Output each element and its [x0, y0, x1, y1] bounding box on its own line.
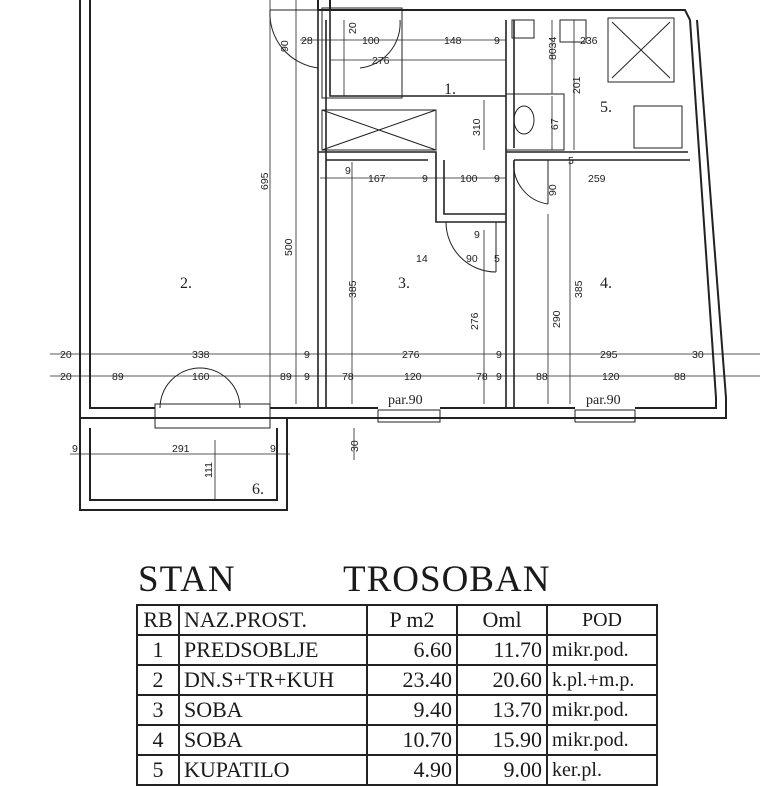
- table-row: [137, 755, 657, 785]
- dim-b-88a: 88: [536, 371, 548, 383]
- dim-b-9: 9: [304, 371, 310, 383]
- cell-rb: 2: [137, 665, 179, 695]
- dim-mid-14: 14: [416, 253, 428, 265]
- dim-b-89b: 89: [280, 371, 292, 383]
- dim-top-236: 236: [580, 35, 598, 47]
- dim-top-90: 90: [279, 40, 291, 52]
- apartment-title: [138, 560, 658, 600]
- dim-top-9: 9: [494, 35, 500, 47]
- col-header-pod: POD: [547, 605, 657, 635]
- cell-rb: 3: [137, 695, 179, 725]
- col-header-area: P m2: [367, 605, 457, 635]
- table-row: [137, 635, 657, 665]
- cell-area: 23.40: [367, 665, 457, 695]
- dim-mid-90: 90: [547, 184, 559, 196]
- room-5-label: 5.: [600, 99, 612, 116]
- dim-b-88b: 88: [674, 371, 686, 383]
- dim-top-20: 20: [347, 22, 359, 34]
- cell-pod: mikr.pod.: [547, 725, 657, 755]
- cell-oml: 15.90: [457, 725, 547, 755]
- dim-v-290: 290: [551, 310, 563, 328]
- cell-name: SOBA: [179, 725, 367, 755]
- dim-a-338: 338: [192, 349, 210, 361]
- dim-v-111: 111: [203, 462, 215, 478]
- cell-area: 9.40: [367, 695, 457, 725]
- cell-area: 6.60: [367, 635, 457, 665]
- dim-v-276: 276: [469, 312, 481, 330]
- cell-area: 4.90: [367, 755, 457, 785]
- dim-mid-100: 100: [460, 173, 478, 185]
- cell-pod: mikr.pod.: [547, 635, 657, 665]
- cell-oml: 9.00: [457, 755, 547, 785]
- dim-mid-90b: 90: [466, 253, 478, 265]
- dim-balcony-9a: 9: [72, 443, 78, 455]
- dim-a-30: 30: [692, 349, 704, 361]
- room-3-label: 3.: [398, 275, 410, 292]
- dim-a-9a: 9: [304, 349, 310, 361]
- col-header-rb: RB: [137, 605, 179, 635]
- dim-top-28: 28: [301, 35, 313, 47]
- dim-b-20: 20: [60, 371, 72, 383]
- dim-b-9b: 9: [496, 371, 502, 383]
- title-stan: STAN: [138, 559, 236, 600]
- dim-v-385-left: 385: [347, 280, 359, 298]
- room-1-label: 1.: [444, 81, 456, 98]
- cell-pod: k.pl.+m.p.: [547, 665, 657, 695]
- dimension-lines: [50, 0, 760, 500]
- cell-name: KUPATILO: [179, 755, 367, 785]
- dim-balcony-9b: 9: [270, 443, 276, 455]
- dim-a-20: 20: [60, 349, 72, 361]
- dim-v-310: 310: [471, 118, 483, 136]
- dim-top-8034: 8034: [547, 36, 559, 60]
- dim-top-100: 100: [362, 35, 380, 47]
- cell-name: PREDSOBLJE: [179, 635, 367, 665]
- dim-top-276: 276: [372, 55, 390, 67]
- dim-b-78b: 78: [476, 371, 488, 383]
- dim-top-148: 148: [444, 35, 462, 47]
- cell-rb: 4: [137, 725, 179, 755]
- table-row: [137, 695, 657, 725]
- cell-rb: 5: [137, 755, 179, 785]
- dim-b-120b: 120: [602, 371, 620, 383]
- dim-a-9b: 9: [496, 349, 502, 361]
- title-trosoban: TROSOBAN: [343, 559, 551, 600]
- door-swings: [155, 10, 635, 428]
- room-4-label: 4.: [600, 275, 612, 292]
- dim-b-120a: 120: [404, 371, 422, 383]
- table-row: [137, 725, 657, 755]
- dim-mid-5b: 5: [494, 253, 500, 265]
- room-6-label: 6.: [252, 481, 264, 498]
- window-label-right: par.90: [586, 393, 621, 408]
- dim-mid-5: 5: [568, 155, 574, 167]
- dim-mid-9a: 9: [345, 165, 351, 177]
- table-row: [137, 665, 657, 695]
- room-2-label: 2.: [180, 275, 192, 292]
- dim-mid-167: 167: [368, 173, 386, 185]
- dim-a-276: 276: [402, 349, 420, 361]
- cell-name: SOBA: [179, 695, 367, 725]
- dim-b-160: 160: [192, 371, 210, 383]
- room-schedule-table: [136, 604, 658, 786]
- dim-v-201: 201: [571, 76, 583, 94]
- dim-b-89a: 89: [112, 371, 124, 383]
- cell-oml: 11.70: [457, 635, 547, 665]
- cell-pod: mikr.pod.: [547, 695, 657, 725]
- dim-v-30: 30: [349, 440, 361, 452]
- table-header-row: [137, 605, 657, 635]
- interior-walls: [318, 10, 690, 408]
- dim-mid-259: 259: [588, 173, 606, 185]
- cell-oml: 20.60: [457, 665, 547, 695]
- dim-v-695: 695: [259, 172, 271, 190]
- dim-balcony-291: 291: [172, 443, 190, 455]
- cell-area: 10.70: [367, 725, 457, 755]
- window-label-left: par.90: [388, 393, 423, 408]
- dim-mid-9c: 9: [494, 173, 500, 185]
- dim-v-500: 500: [283, 238, 295, 256]
- wardrobe: [322, 8, 436, 150]
- dim-v-67: 67: [549, 118, 561, 130]
- cell-rb: 1: [137, 635, 179, 665]
- dim-v-385-right: 385: [573, 280, 585, 298]
- col-header-oml: Oml: [457, 605, 547, 635]
- cell-pod: ker.pl.: [547, 755, 657, 785]
- cell-name: DN.S+TR+KUH: [179, 665, 367, 695]
- cell-oml: 13.70: [457, 695, 547, 725]
- dim-a-295: 295: [600, 349, 618, 361]
- dim-mid-9d: 9: [474, 229, 480, 241]
- dim-b-78a: 78: [342, 371, 354, 383]
- col-header-name: NAZ.PROST.: [179, 605, 367, 635]
- dim-mid-9b: 9: [422, 173, 428, 185]
